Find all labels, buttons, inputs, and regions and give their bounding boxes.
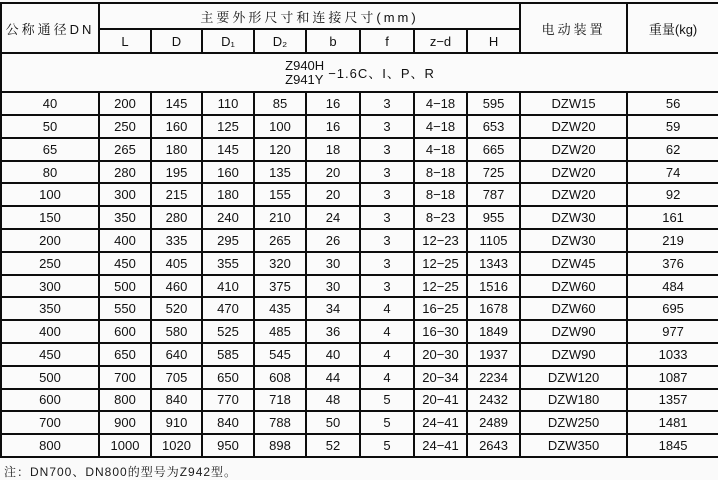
cell: 4−18	[414, 92, 467, 115]
cell: 215	[151, 183, 202, 206]
cell: 580	[151, 320, 202, 343]
table-row	[1, 297, 718, 320]
cell: 900	[99, 411, 151, 434]
cell: 100	[1, 183, 99, 206]
cell: 200	[99, 92, 151, 115]
cell: 665	[467, 138, 520, 161]
cell: 600	[99, 320, 151, 343]
col-header-actuator: 电动装置	[520, 3, 627, 53]
cell: 1678	[467, 297, 520, 320]
model-suffix: −1.6C、I、P、R	[328, 66, 435, 82]
cell: 320	[254, 252, 306, 275]
cell: 8−18	[414, 161, 467, 184]
table-row	[1, 138, 718, 161]
cell: 520	[151, 297, 202, 320]
cell: 1357	[627, 389, 718, 412]
cell: 24−41	[414, 434, 467, 457]
cell: 545	[254, 343, 306, 366]
cell: 1105	[467, 229, 520, 252]
col-header-dn: 公称通径DN	[1, 3, 99, 53]
cell: 155	[254, 183, 306, 206]
footnote: 注：DN700、DN800的型号为Z942型。	[4, 465, 238, 479]
cell: 400	[1, 320, 99, 343]
cell: 59	[627, 115, 718, 138]
cell: 5	[360, 434, 414, 457]
cell: 484	[627, 275, 718, 298]
cell: 550	[99, 297, 151, 320]
cell: 120	[254, 138, 306, 161]
cell: 50	[306, 411, 360, 434]
cell: 1845	[627, 434, 718, 457]
table-row	[1, 161, 718, 184]
cell: 1033	[627, 343, 718, 366]
cell: 3	[360, 252, 414, 275]
cell: 1937	[467, 343, 520, 366]
cell: 585	[202, 343, 254, 366]
cell: 18	[306, 138, 360, 161]
cell: 24	[306, 206, 360, 229]
cell: 350	[99, 206, 151, 229]
cell: 705	[151, 366, 202, 389]
table-row	[1, 92, 718, 115]
cell: 34	[306, 297, 360, 320]
model-designation-cell	[1, 53, 718, 92]
model-designation	[2, 59, 718, 87]
cell: 800	[1, 434, 99, 457]
table-row	[1, 389, 718, 412]
cell: 12−25	[414, 252, 467, 275]
cell: 250	[1, 252, 99, 275]
cell: DZW180	[520, 389, 627, 412]
col-header-dim: D₁	[202, 29, 254, 53]
cell: 100	[254, 115, 306, 138]
model-bottom: Z941Y	[285, 71, 324, 87]
cell: 1000	[99, 434, 151, 457]
cell: 195	[151, 161, 202, 184]
cell: 1849	[467, 320, 520, 343]
cell: 30	[306, 275, 360, 298]
cell: DZW90	[520, 343, 627, 366]
cell: 3	[360, 206, 414, 229]
cell: 500	[99, 275, 151, 298]
cell: 40	[306, 343, 360, 366]
cell: 640	[151, 343, 202, 366]
col-header-dim: f	[360, 29, 414, 53]
cell: 8−23	[414, 206, 467, 229]
cell: 295	[202, 229, 254, 252]
cell: 300	[1, 275, 99, 298]
cell: 355	[202, 252, 254, 275]
cell: 65	[1, 138, 99, 161]
col-header-dim: D₂	[254, 29, 306, 53]
col-header-weight: 重量(kg)	[627, 3, 718, 53]
col-header-dim: D	[151, 29, 202, 53]
cell: 210	[254, 206, 306, 229]
cell: 4	[360, 366, 414, 389]
cell: DZW30	[520, 229, 627, 252]
cell: 240	[202, 206, 254, 229]
cell: DZW60	[520, 297, 627, 320]
table-row	[1, 229, 718, 252]
col-header-dimensions-group: 主要外形尺寸和连接尺寸(mm)	[99, 3, 520, 29]
cell: DZW90	[520, 320, 627, 343]
cell: 180	[202, 183, 254, 206]
cell: 2234	[467, 366, 520, 389]
cell: 3	[360, 115, 414, 138]
cell: DZW350	[520, 434, 627, 457]
model-top: Z940H	[285, 57, 325, 73]
cell: 695	[627, 297, 718, 320]
cell: 44	[306, 366, 360, 389]
table-row	[1, 320, 718, 343]
cell: 450	[1, 343, 99, 366]
cell: 125	[202, 115, 254, 138]
cell: 50	[1, 115, 99, 138]
cell: 160	[202, 161, 254, 184]
header-row-top	[1, 3, 718, 29]
cell: 3	[360, 138, 414, 161]
model-designation-row	[1, 53, 718, 92]
cell: 3	[360, 275, 414, 298]
cell: 525	[202, 320, 254, 343]
cell: DZW20	[520, 115, 627, 138]
cell: 410	[202, 275, 254, 298]
cell: 280	[99, 161, 151, 184]
model-stack	[285, 59, 324, 87]
cell: 950	[202, 434, 254, 457]
table-row	[1, 434, 718, 457]
cell: 650	[99, 343, 151, 366]
cell: 4	[360, 320, 414, 343]
col-header-dim: H	[467, 29, 520, 53]
cell: DZW20	[520, 138, 627, 161]
cell: 1087	[627, 366, 718, 389]
cell: 30	[306, 252, 360, 275]
cell: 16−30	[414, 320, 467, 343]
cell: 840	[151, 389, 202, 412]
table-row	[1, 206, 718, 229]
table-row	[1, 115, 718, 138]
cell: 5	[360, 389, 414, 412]
cell: 350	[1, 297, 99, 320]
cell: 770	[202, 389, 254, 412]
cell: 435	[254, 297, 306, 320]
cell: 898	[254, 434, 306, 457]
catalog-page	[0, 2, 718, 480]
cell: 977	[627, 320, 718, 343]
cell: 16−25	[414, 297, 467, 320]
cell: 470	[202, 297, 254, 320]
cell: 20−30	[414, 343, 467, 366]
col-header-dim: z−d	[414, 29, 467, 53]
cell: 653	[467, 115, 520, 138]
cell: 460	[151, 275, 202, 298]
cell: 4	[360, 343, 414, 366]
cell: 8−18	[414, 183, 467, 206]
cell: 1020	[151, 434, 202, 457]
cell: 335	[151, 229, 202, 252]
cell: 788	[254, 411, 306, 434]
table-row	[1, 366, 718, 389]
cell: 300	[99, 183, 151, 206]
cell: 3	[360, 92, 414, 115]
cell: DZW250	[520, 411, 627, 434]
cell: 2489	[467, 411, 520, 434]
cell: 280	[151, 206, 202, 229]
cell: 80	[1, 161, 99, 184]
cell: 20−41	[414, 389, 467, 412]
cell: 405	[151, 252, 202, 275]
cell: 200	[1, 229, 99, 252]
cell: 180	[151, 138, 202, 161]
cell: 725	[467, 161, 520, 184]
cell: 110	[202, 92, 254, 115]
cell: 62	[627, 138, 718, 161]
cell: 145	[202, 138, 254, 161]
cell: 910	[151, 411, 202, 434]
cell: 161	[627, 206, 718, 229]
cell: 26	[306, 229, 360, 252]
cell: DZW30	[520, 206, 627, 229]
cell: 485	[254, 320, 306, 343]
cell: 2432	[467, 389, 520, 412]
cell: 16	[306, 115, 360, 138]
cell: 219	[627, 229, 718, 252]
cell: 265	[254, 229, 306, 252]
cell: 5	[360, 411, 414, 434]
cell: DZW20	[520, 183, 627, 206]
cell: 595	[467, 92, 520, 115]
cell: DZW45	[520, 252, 627, 275]
table-body	[1, 53, 718, 457]
cell: 36	[306, 320, 360, 343]
cell: 500	[1, 366, 99, 389]
cell: DZW120	[520, 366, 627, 389]
cell: 160	[151, 115, 202, 138]
cell: DZW15	[520, 92, 627, 115]
cell: 400	[99, 229, 151, 252]
cell: 250	[99, 115, 151, 138]
cell: 700	[99, 366, 151, 389]
table-row	[1, 252, 718, 275]
cell: 375	[254, 275, 306, 298]
cell: 40	[1, 92, 99, 115]
cell: 24−41	[414, 411, 467, 434]
cell: 48	[306, 389, 360, 412]
table-row	[1, 411, 718, 434]
cell: 608	[254, 366, 306, 389]
cell: 20	[306, 161, 360, 184]
table-row	[1, 183, 718, 206]
cell: 4−18	[414, 115, 467, 138]
cell: DZW60	[520, 275, 627, 298]
cell: 787	[467, 183, 520, 206]
cell: 52	[306, 434, 360, 457]
cell: 4−18	[414, 138, 467, 161]
cell: 1481	[627, 411, 718, 434]
cell: 56	[627, 92, 718, 115]
cell: DZW20	[520, 161, 627, 184]
cell: 650	[202, 366, 254, 389]
table-row	[1, 343, 718, 366]
cell: 265	[99, 138, 151, 161]
cell: 85	[254, 92, 306, 115]
cell: 450	[99, 252, 151, 275]
cell: 135	[254, 161, 306, 184]
cell: 20	[306, 183, 360, 206]
cell: 150	[1, 206, 99, 229]
cell: 1343	[467, 252, 520, 275]
cell: 700	[1, 411, 99, 434]
cell: 3	[360, 229, 414, 252]
cell: 12−23	[414, 229, 467, 252]
cell: 92	[627, 183, 718, 206]
cell: 3	[360, 161, 414, 184]
cell: 12−25	[414, 275, 467, 298]
cell: 145	[151, 92, 202, 115]
cell: 16	[306, 92, 360, 115]
cell: 800	[99, 389, 151, 412]
cell: 3	[360, 183, 414, 206]
cell: 376	[627, 252, 718, 275]
valve-spec-table	[0, 2, 718, 458]
cell: 2643	[467, 434, 520, 457]
cell: 4	[360, 297, 414, 320]
cell: 955	[467, 206, 520, 229]
cell: 718	[254, 389, 306, 412]
cell: 840	[202, 411, 254, 434]
cell: 20−34	[414, 366, 467, 389]
cell: 1516	[467, 275, 520, 298]
cell: 600	[1, 389, 99, 412]
table-row	[1, 275, 718, 298]
cell: 74	[627, 161, 718, 184]
col-header-dim: b	[306, 29, 360, 53]
col-header-dim: L	[99, 29, 151, 53]
